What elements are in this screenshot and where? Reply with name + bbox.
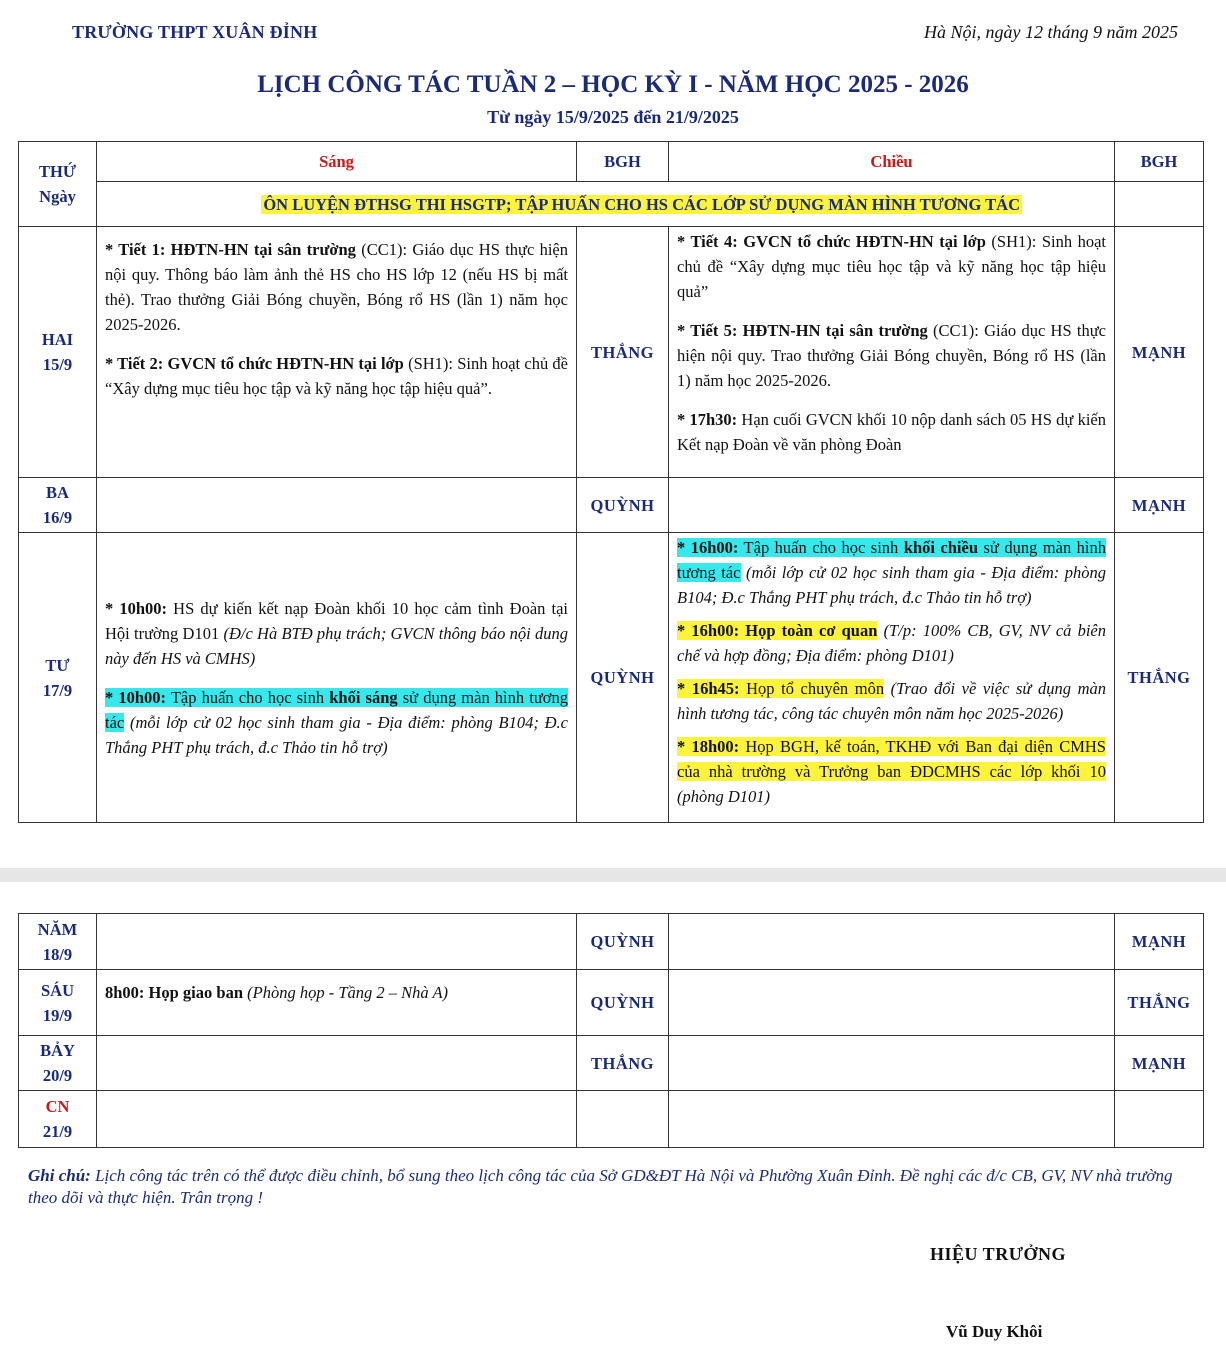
afternoon-cell (669, 227, 1115, 478)
item-title: * Tiết 4: GVCN tổ chức HĐTN-HN tại lớp (677, 232, 986, 251)
afternoon-cell (669, 478, 1115, 533)
table-row (19, 533, 1204, 823)
bgh-afternoon: MẠNH (1115, 1036, 1204, 1091)
day-name: SÁU (40, 980, 74, 1000)
day-date: 15/9 (42, 355, 73, 374)
footnote-label: Ghi chú: (28, 1166, 91, 1185)
item-text: Họp BGH, kế toán, TKHĐ với Ban đại diện CMHS của nhà trường và Trưởng ban ĐDCMHS các lớp khối 10 (677, 737, 1106, 781)
bgh-morning (577, 1091, 669, 1148)
signer-name: Vũ Duy Khôi (946, 1322, 1043, 1341)
afternoon-cell (669, 1036, 1115, 1091)
item-note: (T/p: 100% CB, GV, NV cả biên chế và hợp đồng; Địa điểm: phòng D101) (677, 621, 1107, 665)
item-text: HS dự kiến kết nạp Đoàn khối 10 học cảm tình Đoàn tại Hội trường D101 (105, 598, 569, 643)
item-text: Họp tổ chuyên môn (739, 679, 885, 698)
morning-cell (97, 227, 577, 478)
page-separator (0, 868, 1226, 882)
day-date: 18/9 (42, 944, 73, 964)
bgh-afternoon: MẠNH (1115, 227, 1204, 478)
signature-title: HIỆU TRƯỞNG (930, 1244, 1067, 1264)
footnote-text: Lịch công tác trên có thể được điều chỉnh, bổ sung theo lịch công tác của Sở GD&ĐT Hà Nội và Phường Xuân Đỉnh. Đề nghị các đ/c CB, GV, NV nhà trường theo dõi và thực hiện. Trân trọng ! (28, 1166, 1173, 1207)
morning-cell (97, 914, 577, 970)
document-title: LỊCH CÔNG TÁC TUẦN 2 – HỌC KỲ I - NĂM HỌC 2025 - 2026 (257, 71, 969, 98)
item-title: * Tiết 1: HĐTN-HN tại sân trường (105, 240, 356, 259)
week-banner: ÔN LUYỆN ĐTHSG THI HSGTP; TẬP HUẤN CHO HS CÁC LỚP SỬ DỤNG MÀN HÌNH TƯƠNG TÁC (263, 194, 1020, 214)
item-text: sử dụng màn hình tương tác (105, 687, 568, 732)
morning-cell (97, 1091, 577, 1148)
bgh-afternoon: MẠNH (1115, 478, 1204, 533)
header-day-cell (19, 142, 97, 227)
item-note: (Phòng họp - Tầng 2 – Nhà A) (243, 983, 449, 1002)
day-name: BẢY (40, 1041, 75, 1060)
item-title: * 10h00: (105, 598, 168, 618)
item-note: (phòng D101) (677, 787, 771, 806)
banner-empty-1 (1115, 182, 1204, 227)
dateline: Hà Nội, ngày 12 tháng 9 năm 2025 (924, 22, 1178, 42)
table-row (19, 227, 1204, 478)
day-name: CN (45, 1097, 70, 1116)
table-row (19, 1091, 1204, 1148)
day-name: TƯ (45, 655, 70, 675)
item-title: * 16h00: Họp toàn cơ quan (677, 621, 878, 640)
header-morning: Sáng (97, 142, 577, 182)
bgh-afternoon: THẮNG (1115, 970, 1204, 1036)
header-date-label: Ngày (39, 187, 76, 206)
day-cell (19, 1036, 97, 1091)
item-text: Tập huấn cho học sinh (166, 687, 330, 707)
item-note: (mỗi lớp cử 02 học sinh tham gia - Địa điểm: phòng B104; Đ.c Thắng PHT phụ trách, đ.c Thảo tin hỗ trợ) (677, 563, 1107, 607)
day-name: BA (46, 483, 69, 502)
table-row (19, 914, 1204, 970)
item-title: 8h00: Họp giao ban (105, 983, 243, 1002)
banner-cell (97, 182, 1115, 227)
item-title: * Tiết 2: GVCN tổ chức HĐTN-HN tại lớp (105, 354, 404, 373)
morning-cell (97, 1036, 577, 1091)
bgh-afternoon (1115, 1091, 1204, 1148)
item-note: (Trao đổi về việc sử dụng màn hình tương tác, công tác chuyên môn năm học 2025-2026) (677, 679, 1106, 723)
item-text: (CC1): Giáo dục HS thực hiện nội quy. Thông báo làm ảnh thẻ HS cho HS lớp 12 (nếu HS bị mất thẻ). Trao thưởng Giải Bóng chuyền, Bóng rổ HS (lần 1) năm học 2025-2026. (105, 240, 568, 334)
day-date: 19/9 (42, 1005, 73, 1025)
day-cell (19, 914, 97, 970)
afternoon-cell (669, 1091, 1115, 1148)
day-date: 21/9 (42, 1122, 73, 1141)
item-text: Hạn cuối GVCN khối 10 nộp danh sách 05 HS dự kiến Kết nạp Đoàn về văn phòng Đoàn (677, 410, 1106, 454)
bgh-morning: QUỲNH (577, 914, 669, 970)
table-row (19, 1036, 1204, 1091)
bgh-morning: QUỲNH (577, 970, 669, 1036)
item-emphasis: khối sáng (329, 687, 398, 707)
item-title: * 18h00: (677, 737, 740, 756)
footnote (28, 1165, 1198, 1209)
schedule-table-top (18, 141, 1204, 823)
morning-cell (97, 533, 577, 823)
bgh-morning: THẮNG (577, 227, 669, 478)
morning-cell (97, 478, 577, 533)
bgh-morning: THẮNG (577, 1036, 669, 1091)
item-emphasis: khối chiều (903, 538, 979, 557)
afternoon-cell (669, 533, 1115, 823)
table-row (19, 970, 1204, 1036)
item-note: (Đ/c Hà BTĐ phụ trách; GVCN thông báo nội dung này đến HS và CMHS) (105, 623, 569, 668)
afternoon-cell (669, 970, 1115, 1036)
morning-cell (97, 970, 577, 1036)
item-title: * 16h45: (677, 679, 740, 698)
day-cell (19, 227, 97, 478)
school-name: TRƯỜNG THPT XUÂN ĐỈNH (72, 22, 318, 42)
header-day-label: THỨ (39, 162, 76, 181)
day-date: 17/9 (42, 680, 73, 700)
day-date: 20/9 (42, 1066, 73, 1085)
item-text: (SH1): Sinh hoạt chủ đề “Xây dựng mục tiêu học tập và kỹ năng học tập hiệu quả” (677, 232, 1106, 301)
item-text: Tập huấn cho học sinh (738, 538, 904, 557)
bgh-afternoon: THẮNG (1115, 533, 1204, 823)
item-text: sử dụng màn hình tương tác (677, 538, 1107, 582)
item-text: (CC1): Giáo dục HS thực hiện nội quy. Trao thưởng Giải Bóng chuyền, Bóng rổ HS (lần 1) năm học 2025-2026. (677, 321, 1106, 390)
item-text: (SH1): Sinh hoạt chủ đề “Xây dựng mục tiêu học tập và kỹ năng học tập hiệu quả”. (105, 354, 569, 398)
item-note: (mỗi lớp cử 02 học sinh tham gia - Địa điểm: phòng B104; Đ.c Thắng PHT phụ trách, đ.c Thảo tin hỗ trợ) (105, 712, 568, 757)
item-title: * 17h30: (677, 410, 738, 429)
header-afternoon: Chiều (669, 142, 1115, 182)
day-cell (19, 970, 97, 1036)
day-cell (19, 478, 97, 533)
header-bgh-morning: BGH (577, 142, 669, 182)
day-cell (19, 533, 97, 823)
bgh-morning: QUỲNH (577, 478, 669, 533)
header-bgh-afternoon: BGH (1115, 142, 1204, 182)
bgh-afternoon: MẠNH (1115, 914, 1204, 970)
document-subtitle: Từ ngày 15/9/2025 đến 21/9/2025 (487, 107, 739, 127)
item-title: * 10h00: (105, 687, 167, 707)
table-row (19, 478, 1204, 533)
day-date: 16/9 (42, 508, 73, 527)
day-name: HAI (41, 330, 74, 349)
day-name: NĂM (37, 919, 78, 939)
bgh-morning: QUỲNH (577, 533, 669, 823)
item-title: * 16h00: (677, 538, 739, 557)
item-title: * Tiết 5: HĐTN-HN tại sân trường (677, 321, 928, 340)
afternoon-cell (669, 914, 1115, 970)
day-cell (19, 1091, 97, 1148)
schedule-table-bottom (18, 913, 1204, 1148)
